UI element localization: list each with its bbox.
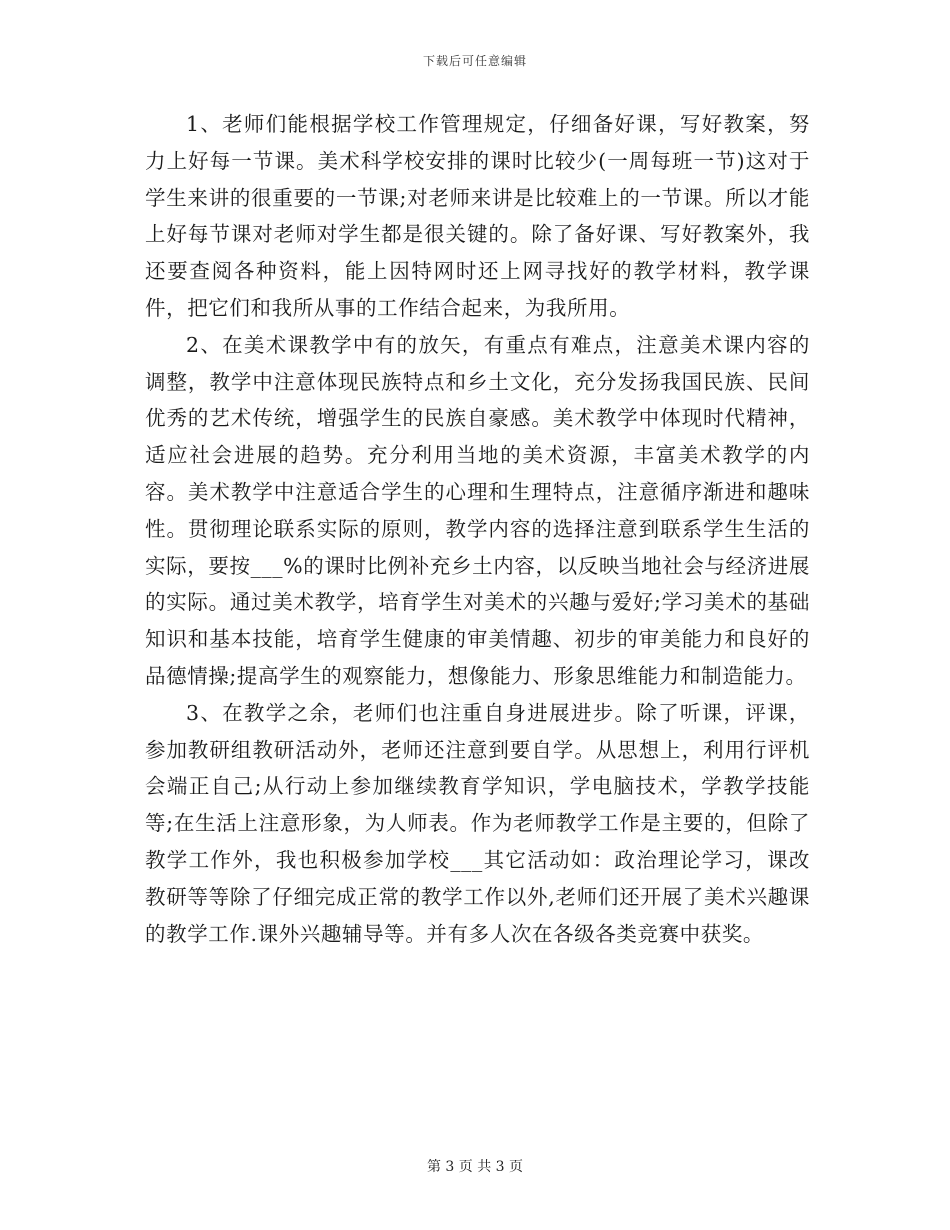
page-number-footer: 第 3 页 共 3 页 xyxy=(426,1159,524,1175)
paragraph-2: 2、在美术课教学中有的放矢，有重点有难点，注意美术课内容的调整，教学中注意体现民族特点和乡土文化，充分发扬我国民族、民间优秀的艺术传统，增强学生的民族自豪感。美术教学中体现时代精神，适应社会进展的趋势。充分利用当地的美术资源，丰富美术教学的内容。美术教学中注意适合学生的心理和生理特点，注意循序渐进和趣味性。贯彻理论联系实际的原则，教学内容的选择注意到联系学生生活的实际，要按___%的课时比例补充乡土内容，以反映当地社会与经济进展的实际。通过美术教学，培育学生对美术的兴趣与爱好;学习美术的基础知识和基本技能，培育学生健康的审美情趣、初步的审美能力和良好的品德情操;提高学生的观察能力，想像能力、形象思维能力和制造能力。 xyxy=(145,332,810,688)
page-header: 下载后可任意编辑 xyxy=(422,54,527,68)
paragraph-1: 1、老师们能根据学校工作管理规定，仔细备好课，写好教案，努力上好每一节课。美术科学校安排的课时比较少(一周每班一节)这对于学生来讲的很重要的一节课;对老师来讲是比较难上的一节课。所以才能上好每节课对老师对学生都是很关键的。除了备好课、写好教案外，我还要查阅各种资料，能上因特网时还上网寻找好的教学材料，教学课件，把它们和我所从事的工作结合起来，为我所用。 xyxy=(145,112,810,320)
paragraph-3: 3、在教学之余，老师们也注重自身进展进步。除了听课，评课，参加教研组教研活动外，老师还注意到要自学。从思想上，利用行评机会端正自己;从行动上参加继续教育学知识，学电脑技术，学教学技能等;在生活上注意形象，为人师表。作为老师教学工作是主要的，但除了教学工作外，我也积极参加学校___其它活动如：政治理论学习，课改教研等等除了仔细完成正常的教学工作以外,老师们还开展了美术兴趣课的教学工作.课外兴趣辅导等。并有多人次在各级各类竞赛中获奖。 xyxy=(145,700,810,946)
document-body xyxy=(145,106,810,952)
